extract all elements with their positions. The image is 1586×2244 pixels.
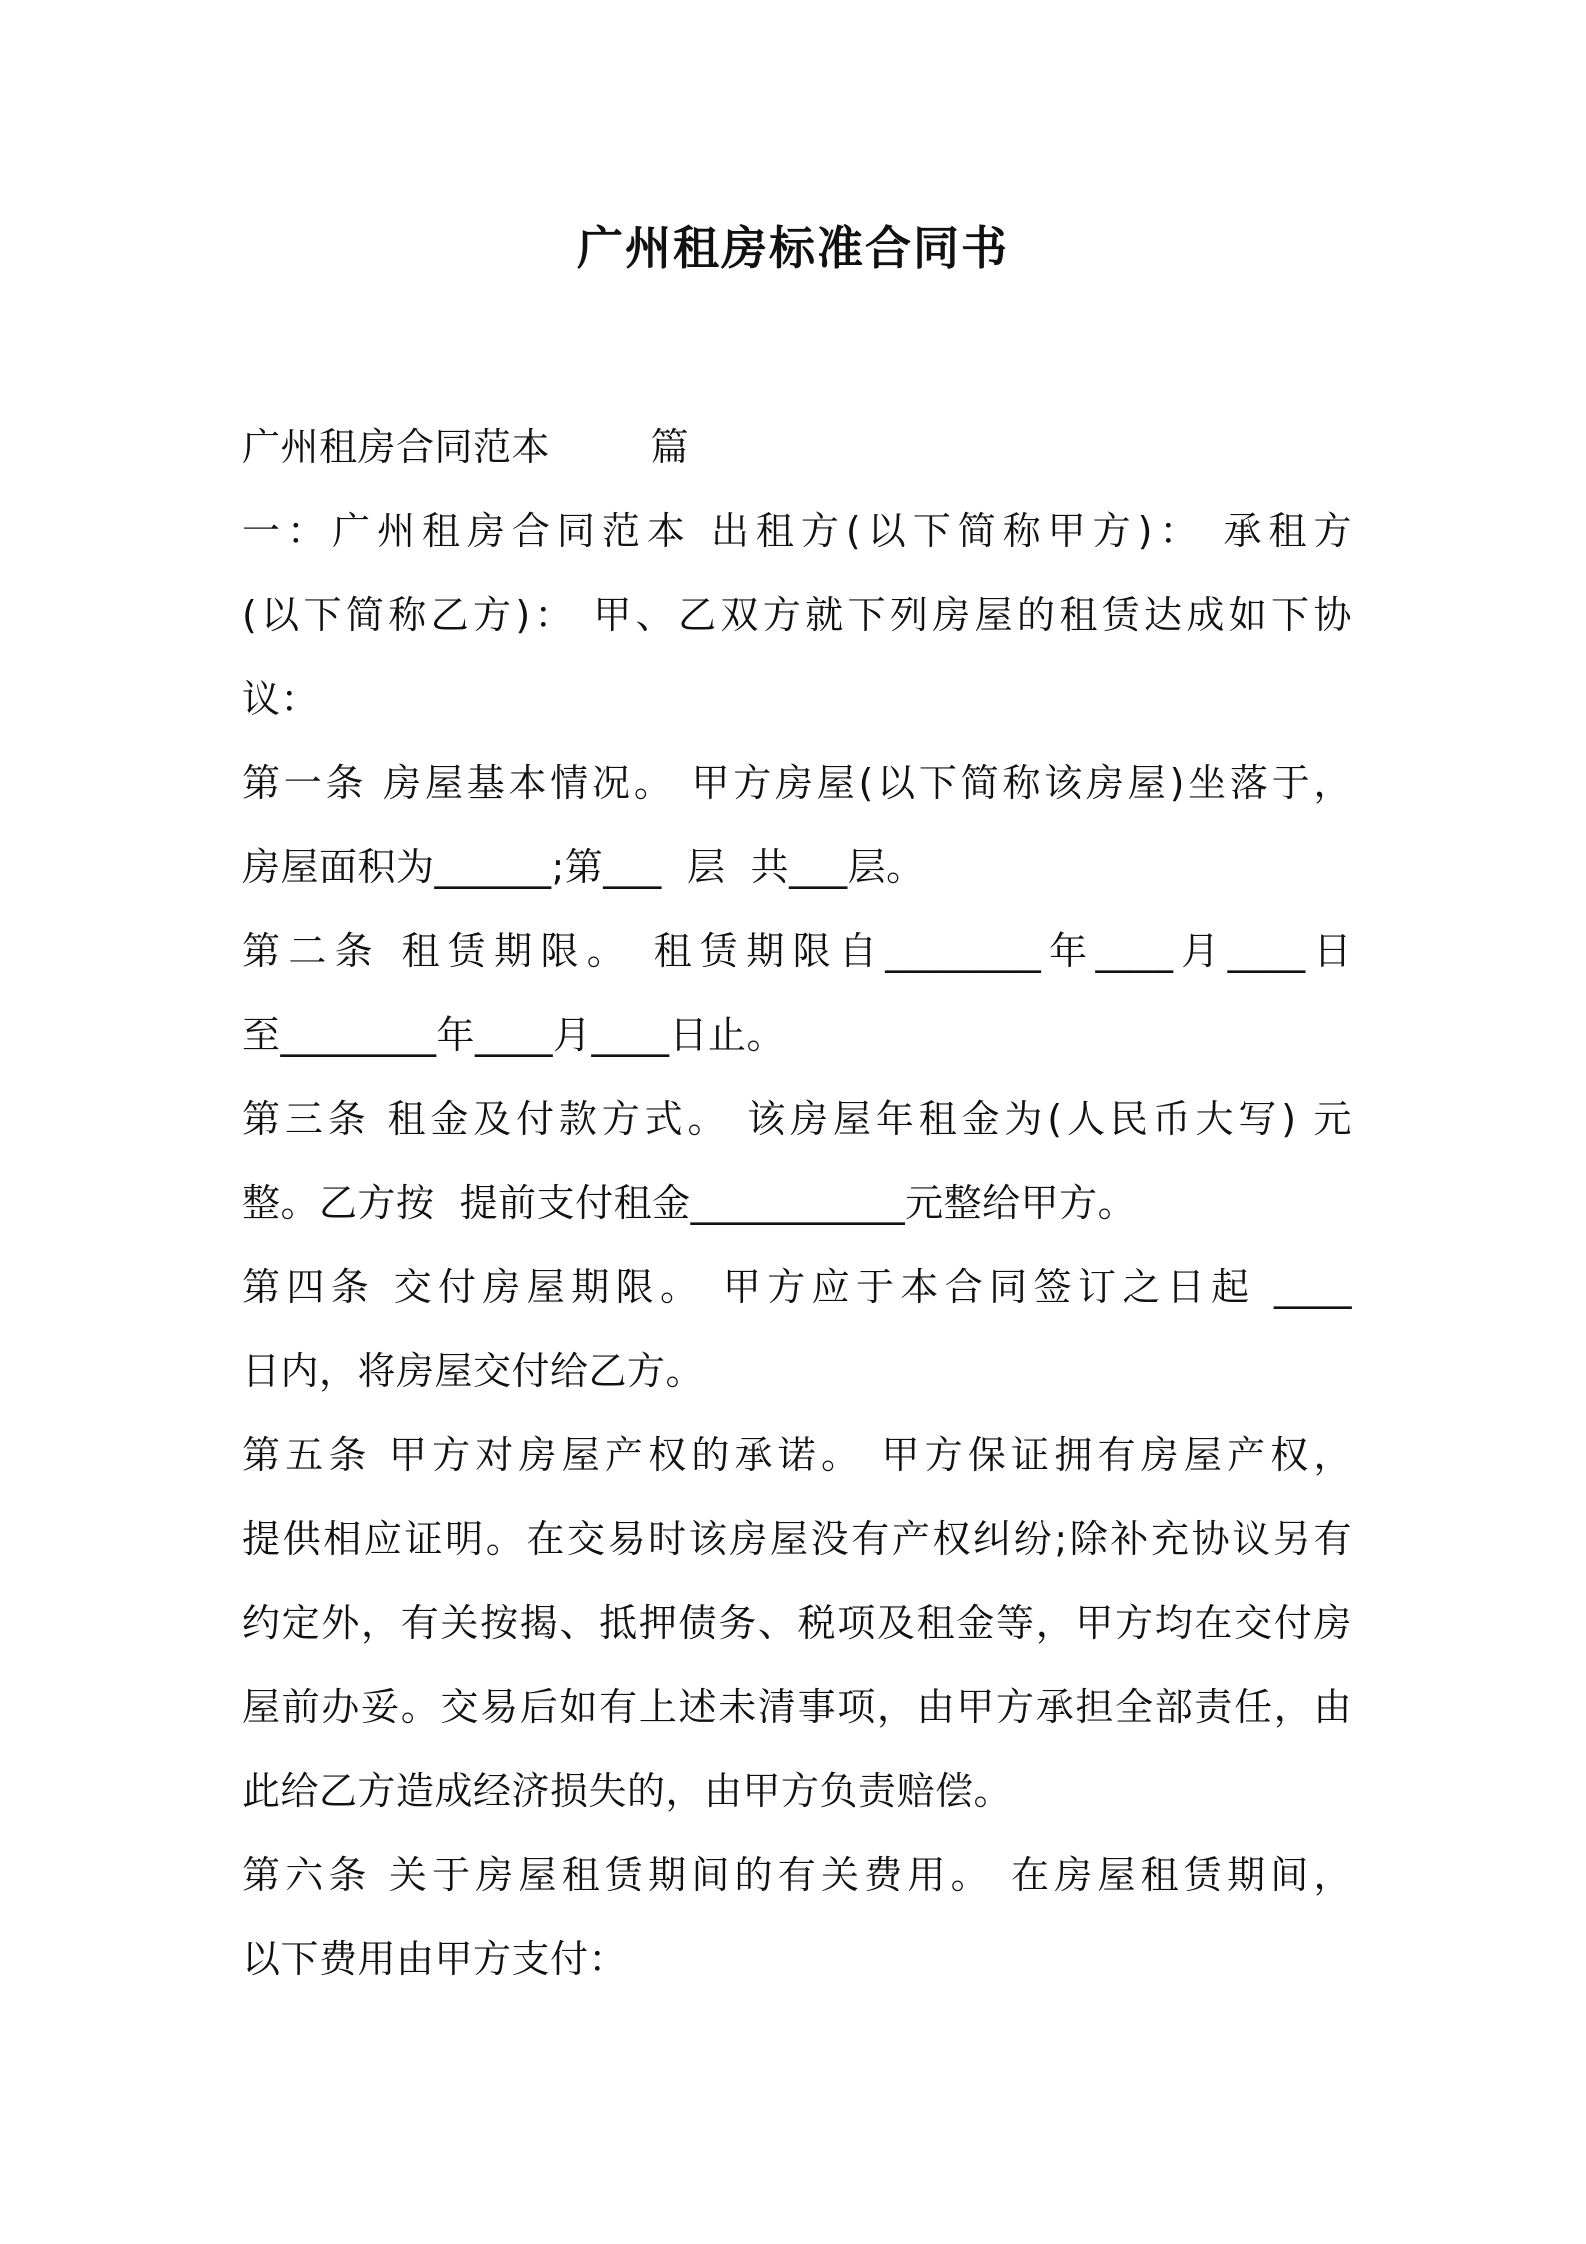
body-line: 房屋面积为______;第___ 层 共___层。 [242,845,925,889]
body-line: 提供相应证明。在交易时该房屋没有产权纠纷;除补充协议另有 [242,1517,1352,1561]
body-line: 整。乙方按 提前支付租金___________元整给甲方。 [242,1181,1137,1225]
body-line: 此给乙方造成经济损失的，由甲方负责赔偿。 [242,1769,1013,1813]
body-line: 约定外，有关按揭、抵押债务、税项及租金等，甲方均在交付房 [242,1601,1352,1645]
document-body [242,405,1352,2001]
body-line: 第三条 租金及付款方式。 该房屋年租金为(人民币大写) 元 [242,1097,1352,1141]
body-line: 屋前办妥。交易后如有上述未清事项，由甲方承担全部责任，由 [242,1685,1352,1729]
body-line: 以下费用由甲方支付： [242,1937,628,1981]
body-line: 日内，将房屋交付给乙方。 [242,1349,705,1393]
body-line: 广州租房合同范本 篇 [242,425,690,469]
body-line: 第一条 房屋基本情况。 甲方房屋(以下简称该房屋)坐落于， [242,761,1352,805]
body-line: 一：广州租房合同范本 出租方(以下简称甲方)： 承租方 [242,509,1352,553]
body-line: (以下简称乙方)： 甲、乙双方就下列房屋的租赁达成如下协 [242,593,1352,637]
body-line: 至________年____月____日止。 [242,1013,786,1057]
body-line: 第五条 甲方对房屋产权的承诺。 甲方保证拥有房屋产权， [242,1433,1352,1477]
document-title: 广州租房标准合同书 [577,221,1009,275]
body-line: 第六条 关于房屋租赁期间的有关费用。 在房屋租赁期间， [242,1853,1352,1897]
body-line: 议： [242,677,320,721]
body-line: 第四条 交付房屋期限。 甲方应于本合同签订之日起 ____ [242,1265,1352,1309]
body-line: 第二条 租赁期限。 租赁期限自________年____月____日 [242,929,1352,973]
